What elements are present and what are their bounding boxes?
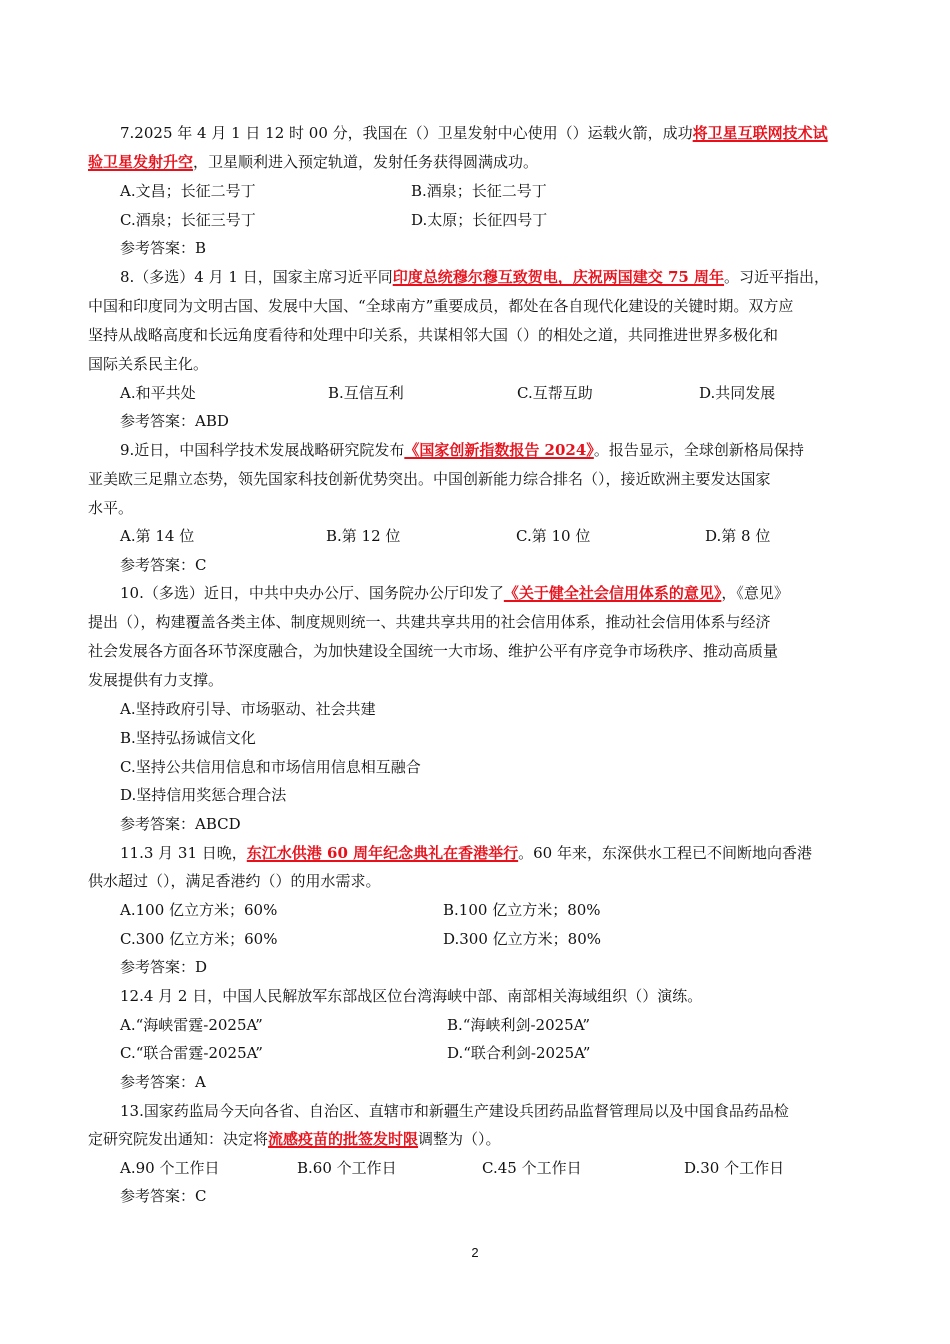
q12-answer: 参考答案：A [120, 1073, 206, 1091]
q12-option-c: C.“联合雷霆-2025A” [120, 1044, 263, 1062]
q10-answer: 参考答案：ABCD [120, 815, 241, 833]
q11-answer: 参考答案：D [120, 958, 208, 976]
q10-option-a: A.坚持政府引导、市场驱动、社会共建 [120, 700, 376, 718]
q8-stem-line3: 坚持从战略高度和长远角度看待和处理中印关系，共谋相邻大国（）的相处之道，共同推进世界多极化和 [88, 326, 779, 344]
q13-option-c: C.45 个工作日 [482, 1159, 582, 1177]
q8-option-d: D.共同发展 [699, 384, 776, 402]
q10-stem-line2: 提出（），构建覆盖各类主体、制度规则统一、共建共享共用的社会信用体系，推动社会信用体系与经济 [88, 613, 771, 631]
q8-stem-line1: 8.（多选）4 月 1 日，国家主席习近平同印度总统穆尔穆互致贺电，庆祝两国建交 75 周年。习近平指出， [120, 268, 830, 286]
q13-stem-line1: 13.国家药监局今天向各省、自治区、直辖市和新疆生产建设兵团药品监督管理局以及中国食品药品检 [120, 1102, 789, 1120]
q8-option-c: C.互帮互助 [517, 384, 593, 402]
q9-highlight: 《国家创新指数报告 2024》 [404, 441, 594, 459]
q13-option-d: D.30 个工作日 [684, 1159, 785, 1177]
q8-option-a: A.和平共处 [120, 384, 196, 402]
q12-stem-line1: 12.4 月 2 日，中国人民解放军东部战区位台湾海峡中部、南部相关海域组织（）演练。 [120, 987, 703, 1005]
q8-stem-line2: 中国和印度同为文明古国、发展中大国、“全球南方”重要成员，都处在各自现代化建设的关键时期。双方应 [88, 297, 794, 315]
q8-option-b: B.互信互利 [328, 384, 404, 402]
q11-stem-line2: 供水超过（），满足香港约（）的用水需求。 [88, 872, 381, 890]
q7-answer: 参考答案：B [120, 239, 207, 257]
q8-answer: 参考答案：ABD [120, 412, 229, 430]
q10-stem-line1: 10.（多选）近日，中共中央办公厅、国务院办公厅印发了《关于健全社会信用体系的意见》，《意见》 [120, 584, 789, 602]
q13-option-a: A.90 个工作日 [120, 1159, 220, 1177]
q10-stem-line3: 社会发展各方面各环节深度融合，为加快建设全国统一大市场、维护公平有序竞争市场秩序、推动高质量 [88, 642, 779, 660]
q13-answer: 参考答案：C [120, 1187, 207, 1205]
q9-stem-line1: 9.近日，中国科学技术发展战略研究院发布《国家创新指数报告 2024》。报告显示，全球创新格局保持 [120, 441, 804, 459]
q11-option-a: A.100 亿立方米；60% [120, 901, 278, 919]
q13-option-b: B.60 个工作日 [297, 1159, 397, 1177]
q9-option-b: B.第 12 位 [326, 527, 401, 545]
q7-option-d: D.太原；长征四号丁 [411, 211, 548, 229]
q11-option-b: B.100 亿立方米；80% [443, 901, 601, 919]
q10-option-c: C.坚持公共信用信息和市场信用信息相互融合 [120, 758, 421, 776]
q13-highlight: 流感疫苗的批签发时限 [268, 1130, 419, 1148]
q8-highlight: 印度总统穆尔穆互致贺电，庆祝两国建交 75 周年 [392, 268, 725, 286]
q8-stem-line4: 国际关系民主化。 [88, 355, 209, 373]
q10-option-b: B.坚持弘扬诚信文化 [120, 729, 256, 747]
q11-option-c: C.300 亿立方米；60% [120, 930, 278, 948]
q9-stem-line2: 亚美欧三足鼎立态势，领先国家科技创新优势突出。中国创新能力综合排名（），接近欧洲主要发达国家 [88, 470, 771, 488]
q7-option-b: B.酒泉；长征二号丁 [411, 182, 547, 200]
q9-option-d: D.第 8 位 [705, 527, 771, 545]
q9-answer: 参考答案：C [120, 556, 207, 574]
q11-highlight: 东江水供港 60 周年纪念典礼在香港举行 [246, 844, 519, 862]
page-number: 2 [471, 1245, 479, 1260]
q11-stem-line1: 11.3 月 31 日晚，东江水供港 60 周年纪念典礼在香港举行。60 年来，东深供水工程已不间断地向香港 [120, 844, 812, 862]
q9-option-a: A.第 14 位 [120, 527, 195, 545]
q11-option-d: D.300 亿立方米；80% [443, 930, 601, 948]
q10-stem-line4: 发展提供有力支撑。 [88, 671, 224, 689]
q12-option-d: D.“联合利剑-2025A” [447, 1044, 591, 1062]
q9-stem-line3: 水平。 [88, 499, 134, 517]
q10-highlight: 《关于健全社会信用体系的意见》 [503, 584, 722, 602]
q7-stem-line2: 验卫星发射升空，卫星顺利进入预定轨道，发射任务获得圆满成功。 [88, 153, 539, 171]
q7-highlight: 将卫星互联网技术试 [692, 124, 828, 142]
q12-option-b: B.“海峡利剑-2025A” [447, 1016, 590, 1034]
q7-highlight-cont: 验卫星发射升空 [88, 153, 194, 171]
q12-option-a: A.“海峡雷霆-2025A” [120, 1016, 263, 1034]
q7-option-a: A.文昌；长征二号丁 [120, 182, 256, 200]
q7-option-c: C.酒泉；长征三号丁 [120, 211, 256, 229]
q13-stem-line2: 定研究院发出通知：决定将流感疫苗的批签发时限调整为（）。 [88, 1130, 501, 1148]
q10-option-d: D.坚持信用奖惩合理合法 [120, 786, 287, 804]
q9-option-c: C.第 10 位 [516, 527, 591, 545]
q7-stem-line1: 7.2025 年 4 月 1 日 12 时 00 分，我国在（）卫星发射中心使用（）运载火箭，成功将卫星互联网技术试 [120, 124, 828, 142]
